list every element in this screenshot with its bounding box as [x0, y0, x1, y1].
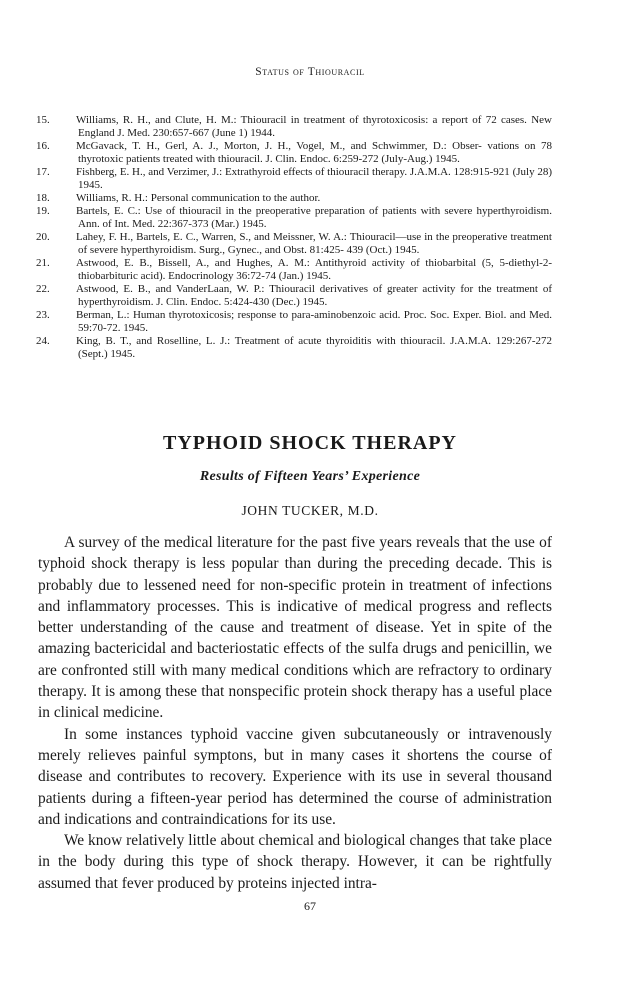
reference-item [36, 166, 552, 192]
body-paragraph: A survey of the medical literature for the past five years reveals that the use of typhoid shock therapy is less popular than during the preceding decade. This is probably due to lessened need for non-specific protein in treatment of infections and inflammatory processes. This is indicative of medical progress and reflects better understanding of the cause and treatment of disease. Yet in spite of the amazing bactericidal and bacteriostatic effects of the sulfa drugs and penicillin, we are confronted still with many medical conditions which are refractory to ordinary therapy. It is among these that nonspecific protein shock therapy has a useful place in clinical medicine. [38, 534, 552, 722]
reference-text [78, 114, 552, 140]
reference-text [78, 140, 552, 166]
reference-line: Bartels, E. C.: Use of thiouracil in the preoperative preparation of patients with [76, 205, 441, 217]
reference-line: (July-Aug.) 1945. [381, 153, 460, 165]
reference-item [36, 140, 552, 166]
reference-line: preoperative treatment of severe hyperthyroidism. Surg., Gynec., and Obst. 81:425- [78, 231, 552, 256]
reference-line: McGavack, T. H., Gerl, A. J., Morton, J. H., Vogel, M., and Schwimmer, D.: Obser- [76, 140, 482, 152]
reference-number: 19. [36, 205, 50, 217]
article-title: TYPHOID SHOCK THERAPY [163, 432, 457, 454]
reference-line: Williams, R. H.: Personal communication to the author. [76, 192, 321, 204]
reference-number: 21. [36, 257, 50, 269]
reference-text [78, 257, 552, 283]
reference-item [36, 335, 552, 361]
reference-text [78, 335, 552, 361]
reference-item [36, 231, 552, 257]
reference-number: 20. [36, 231, 50, 243]
reference-number: 23. [36, 309, 50, 321]
reference-item [36, 205, 552, 231]
reference-line: Astwood, E. B., and VanderLaan, W. P.: Thiouracil derivatives of greater activity [76, 283, 456, 295]
reference-line: Lahey, F. H., Bartels, E. C., Warren, S., and Meissner, W. A.: Thiouracil—use in the [76, 231, 450, 243]
running-head-text: Status of Thiouracil [255, 66, 365, 78]
reference-line: severe hyperthyroidism. Ann. of Int. Med. 22:367-373 (Mar.) 1945. [78, 205, 552, 230]
reference-number: 24. [36, 335, 50, 347]
page-number: 67 [304, 899, 316, 913]
reference-number: 16. [36, 140, 50, 152]
reference-line: J.A.M.A. 129:267-272 (Sept.) 1945. [78, 335, 553, 360]
reference-text [78, 309, 552, 335]
body-paragraph: In some instances typhoid vaccine given subcutaneously or intravenously merely relieves painful symptons, but in many cases it shortens the course of disease and contributes to recovery. Experience with its use in several thousand patients during a fifteen-year period has determined the course of administration and indications and contraindications for its use. [38, 725, 552, 828]
article-body [38, 532, 552, 894]
reference-text [78, 166, 552, 192]
reference-line: vations on 78 thyrotoxic patients treated with thiouracil. J. Clin. Endoc. 6:259-272 [78, 140, 553, 165]
reference-line: Williams, R. H., and Clute, H. M.: Thiouracil in treatment of thyrotoxicosis: a report [76, 114, 468, 126]
reference-number: 15. [36, 114, 50, 126]
reference-text [78, 231, 552, 257]
reference-line: (5, 5-diethyl-2-thiobarbituric acid). Endocrinology 36:72-74 (Jan.) 1945. [78, 257, 553, 282]
body-paragraph: We know relatively little about chemical and biological changes that take place in the body during this type of shock therapy. However, it can be rightfully assumed that fever produced by proteins injected intra- [38, 832, 552, 892]
reference-number: 18. [36, 192, 50, 204]
reference-item [36, 309, 552, 335]
reference-list [36, 114, 552, 361]
reference-item [36, 114, 552, 140]
reference-number: 17. [36, 166, 50, 178]
article-author: JOHN TUCKER, M.D. [241, 503, 379, 518]
reference-line: King, B. T., and Roselline, L. J.: Treatment of acute thyroiditis with thiouracil. [76, 335, 446, 347]
reference-line: for the treatment of hyperthyroidism. J. Clin. Endoc. 5:424-430 (Dec.) 1945. [78, 283, 553, 308]
reference-item [36, 257, 552, 283]
reference-line: 439 (Oct.) 1945. [346, 244, 420, 256]
reference-text [78, 192, 552, 205]
reference-text [78, 205, 552, 231]
reference-line: of 72 cases. New England J. Med. 230:657-667 (June 1) 1944. [78, 114, 552, 139]
article-subtitle: Results of Fifteen Years’ Experience [199, 469, 421, 484]
reference-line: Astwood, E. B., Bissell, A., and Hughes, A. M.: Antithyroid activity of thiobarbital [76, 257, 477, 269]
reference-line: Berman, L.: Human thyrotoxicosis; response to para-aminobenzoic acid. Proc. Soc. [76, 309, 450, 321]
reference-number: 22. [36, 283, 50, 295]
reference-line: Fishberg, E. H., and Verzimer, J.: Extrathyroid effects of thiouracil therapy. J.A.M.A. [76, 166, 451, 178]
reference-text [78, 283, 552, 309]
reference-item [36, 283, 552, 309]
reference-item [36, 192, 552, 205]
running-head [0, 66, 620, 78]
reference-line: 128:915-921 (July 28) 1945. [78, 166, 552, 191]
reference-line: Exper. Biol. and Med. 59:70-72. 1945. [78, 309, 553, 334]
